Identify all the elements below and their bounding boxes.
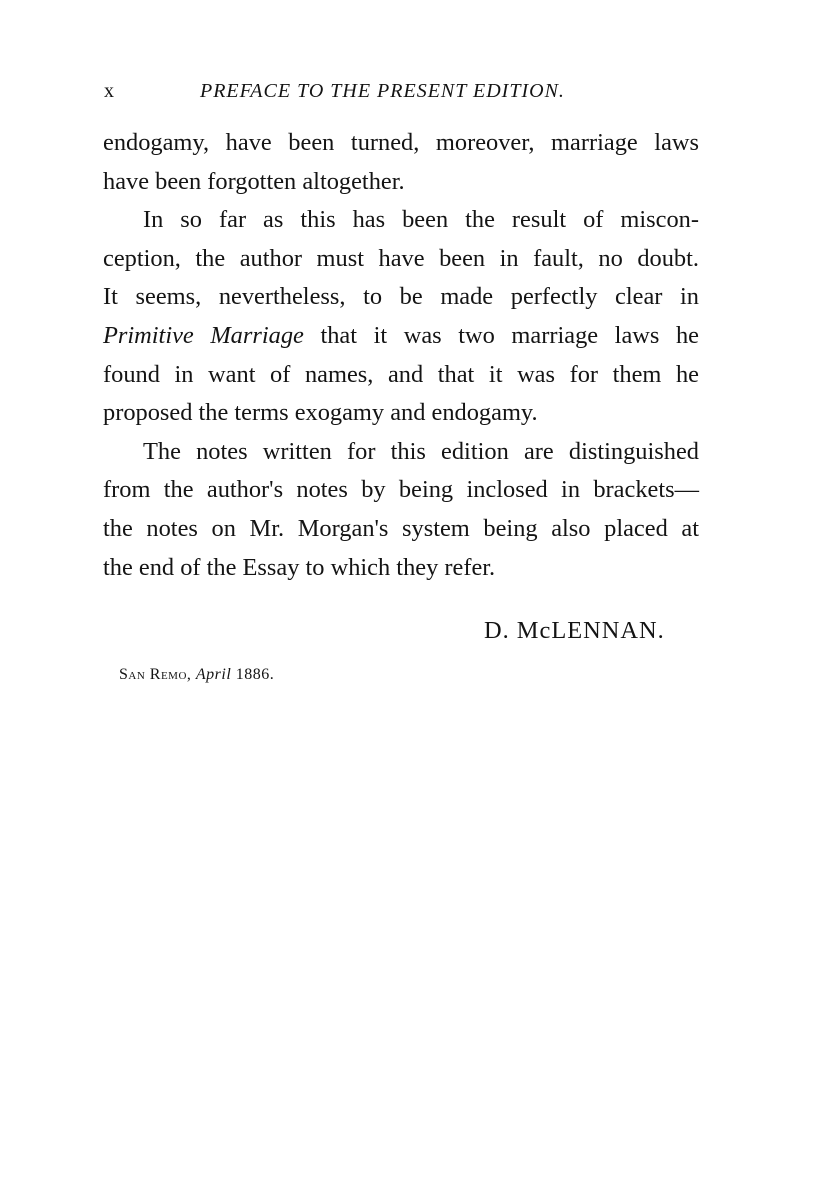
running-head: [104, 80, 700, 108]
dateline-place: San Remo,: [119, 666, 192, 683]
paragraph-3: [103, 433, 699, 587]
text-line: proposed the terms exogamy and endogamy.: [103, 399, 538, 427]
dateline-month: April: [195, 666, 232, 683]
body-text: [103, 124, 699, 587]
dateline-year: 1886.: [235, 666, 275, 683]
paragraph-1: [103, 124, 699, 201]
running-title: PREFACE TO THE PRESENT EDITION.: [200, 80, 565, 102]
text-line: from the author's notes by being inclosed in brackets—: [103, 476, 699, 504]
text-line: [103, 317, 699, 356]
text-line: the notes on Mr. Morgan's system being also placed at: [103, 514, 699, 542]
text-line: have been forgotten altogether.: [103, 167, 405, 195]
text-line: The notes written for this edition are distinguished: [143, 437, 699, 465]
text-line: It seems, nevertheless, to be made perfectly clear in: [103, 283, 699, 311]
author-signature: D. McLENNAN.: [484, 617, 665, 644]
text-line: found in want of names, and that it was for them he: [103, 360, 699, 388]
text-line: In so far as this has been the result of miscon-: [143, 206, 699, 234]
text-line: the end of the Essay to which they refer.: [103, 553, 496, 581]
dateline: [119, 666, 274, 684]
text-line: ception, the author must have been in fault, no doubt.: [103, 244, 699, 272]
paragraph-2: [103, 201, 699, 433]
text-line: endogamy, have been turned, moreover, marriage laws: [103, 129, 699, 156]
page-number: x: [104, 80, 115, 102]
book-title: Primitive Marriage: [103, 321, 304, 349]
text-line-rest: that it was two marriage laws he: [320, 321, 699, 349]
